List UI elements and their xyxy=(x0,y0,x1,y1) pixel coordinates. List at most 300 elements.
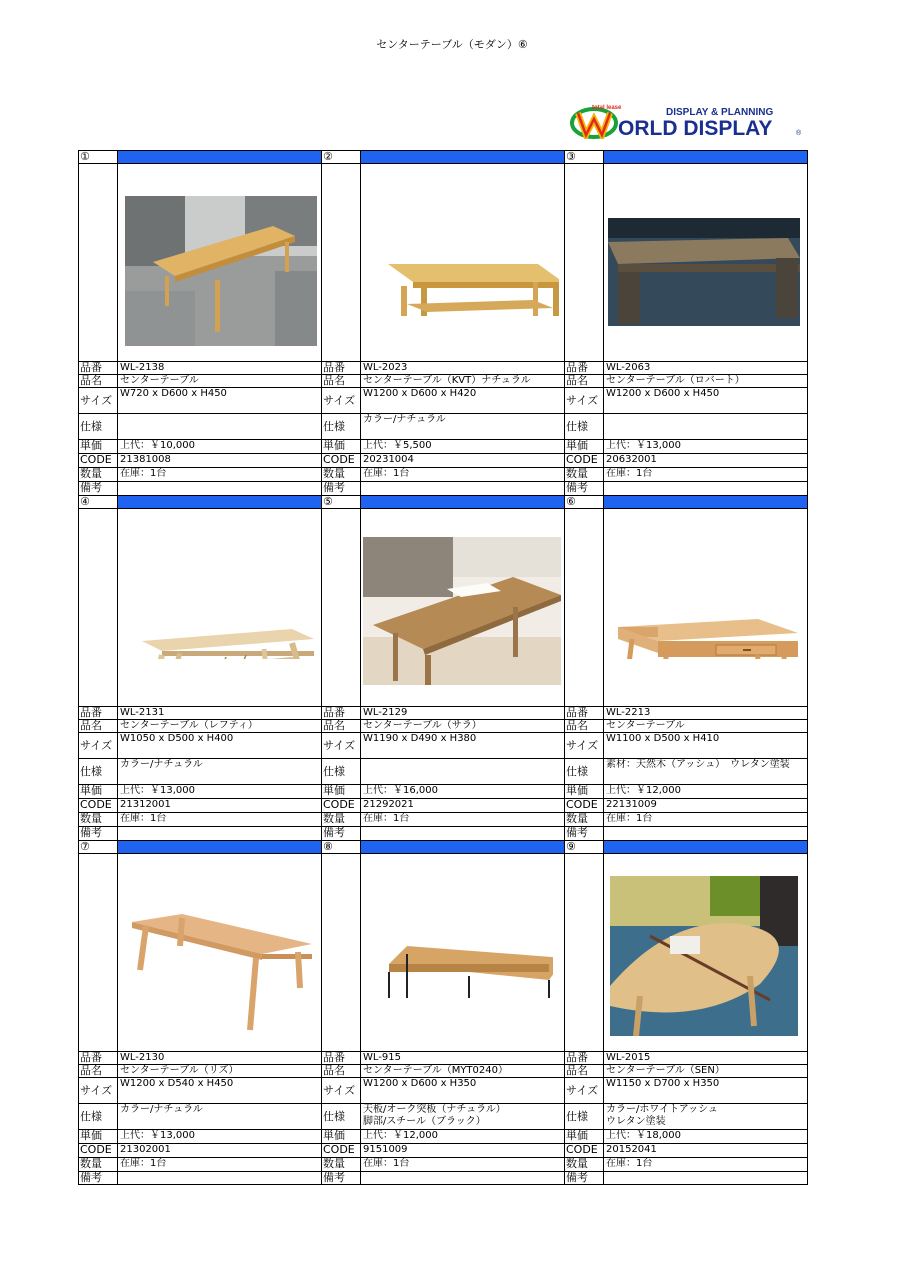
row-hinmei xyxy=(564,719,808,732)
label-hinban: 品番 xyxy=(78,707,118,719)
label-tanka: 単価 xyxy=(564,440,604,453)
value-shiyo xyxy=(118,1104,321,1129)
product-photo xyxy=(125,196,317,346)
row-img xyxy=(78,163,321,361)
row-suryo xyxy=(78,812,321,826)
product-card xyxy=(564,150,808,495)
value-hinmei: センターテーブル（MYT0240） xyxy=(363,1065,508,1076)
row-code xyxy=(78,798,321,812)
value-tanka: 上代：￥13,000 xyxy=(606,440,681,451)
value-hinban: WL-915 xyxy=(363,1052,401,1063)
image-label-cell xyxy=(321,164,361,361)
value-suryo: 在庫：1台 xyxy=(606,1158,653,1169)
value-shiyo xyxy=(361,1104,564,1129)
value-shiyo xyxy=(361,759,564,784)
label-size: サイズ xyxy=(321,1078,361,1103)
shiyo-line-1: カラー/ナチュラル xyxy=(363,414,446,425)
value-hinmei: センターテーブル xyxy=(606,720,685,731)
value-hinban: WL-2129 xyxy=(363,707,408,718)
row-size xyxy=(78,1077,321,1103)
row-size xyxy=(321,732,564,758)
row-biko xyxy=(564,1171,808,1185)
row-size xyxy=(78,732,321,758)
row-suryo xyxy=(564,812,808,826)
label-suryo: 数量 xyxy=(78,1158,118,1171)
row-img xyxy=(78,853,321,1051)
product-photo xyxy=(373,226,559,316)
value-hinmei: センターテーブル（リズ） xyxy=(120,1065,239,1076)
header-bar xyxy=(118,151,321,163)
row-shiyo xyxy=(78,413,321,439)
value-hinmei: センターテーブル（ロバート） xyxy=(606,375,745,386)
label-shiyo: 仕様 xyxy=(78,759,118,784)
label-hinban: 品番 xyxy=(78,1052,118,1064)
row-hinmei xyxy=(78,719,321,732)
row-hinmei xyxy=(78,1064,321,1077)
row-tanka xyxy=(78,1129,321,1143)
row-code xyxy=(78,453,321,467)
product-photo xyxy=(122,569,314,659)
row-suryo xyxy=(321,1157,564,1171)
logo-main-text: ORLD DISPLAY xyxy=(618,117,773,139)
label-code: CODE xyxy=(78,454,118,467)
header-bar xyxy=(118,841,321,853)
row-suryo xyxy=(564,467,808,481)
value-size: W1200 x D540 x H450 xyxy=(120,1078,234,1089)
value-biko xyxy=(604,1172,808,1185)
value-hinban: WL-2063 xyxy=(606,362,651,373)
item-number: ② xyxy=(321,151,361,163)
label-suryo: 数量 xyxy=(78,468,118,481)
value-biko xyxy=(118,1172,321,1185)
shiyo-line-1: カラー/ホワイトアッシュ xyxy=(606,1104,718,1115)
row-head xyxy=(78,840,321,853)
product-card xyxy=(321,495,564,840)
label-tanka: 単価 xyxy=(78,440,118,453)
image-label-cell xyxy=(78,164,118,361)
image-label-cell xyxy=(564,854,604,1051)
value-size: W1200 x D600 x H450 xyxy=(606,388,720,399)
product-grid xyxy=(78,150,808,1185)
row-size xyxy=(321,1077,564,1103)
label-hinban: 品番 xyxy=(564,362,604,374)
value-biko xyxy=(118,827,321,840)
header-bar xyxy=(604,496,808,508)
value-code: 20632001 xyxy=(606,454,657,465)
value-hinmei: センターテーブル（レフティ） xyxy=(120,720,258,731)
value-hinban: WL-2130 xyxy=(120,1052,165,1063)
row-size xyxy=(564,732,808,758)
value-code: 22131009 xyxy=(606,799,657,810)
value-size: W1050 x D500 x H400 xyxy=(120,733,234,744)
value-size: W720 x D600 x H450 xyxy=(120,388,227,399)
value-suryo: 在庫：1台 xyxy=(120,813,167,824)
row-biko xyxy=(564,481,808,495)
row-shiyo xyxy=(321,413,564,439)
value-suryo: 在庫：1台 xyxy=(363,1158,410,1169)
product-image-cell xyxy=(604,164,808,361)
value-tanka: 上代：￥13,000 xyxy=(120,785,195,796)
label-tanka: 単価 xyxy=(78,785,118,798)
product-image-cell xyxy=(361,164,564,361)
row-head xyxy=(78,150,321,163)
image-label-cell xyxy=(564,509,604,706)
row-code xyxy=(78,1143,321,1157)
shiyo-line-1: 素材：天然木（アッシュ） ウレタン塗装 xyxy=(606,759,790,770)
value-code: 21381008 xyxy=(120,454,171,465)
label-hinmei: 品名 xyxy=(321,375,361,387)
row-size xyxy=(321,387,564,413)
label-biko: 備考 xyxy=(321,1172,361,1185)
row-img xyxy=(321,853,564,1051)
row-img xyxy=(321,163,564,361)
shiyo-line-1: カラー/ナチュラル xyxy=(120,759,203,770)
product-photo xyxy=(373,908,553,998)
label-hinmei: 品名 xyxy=(564,375,604,387)
logo-top-text: DISPLAY & PLANNING xyxy=(666,107,774,118)
row-tanka xyxy=(78,784,321,798)
item-number: ③ xyxy=(564,151,604,163)
value-tanka: 上代：￥10,000 xyxy=(120,440,195,451)
item-number: ⑧ xyxy=(321,841,361,853)
shiyo-line-1: カラー/ナチュラル xyxy=(120,1104,203,1115)
label-shiyo: 仕様 xyxy=(564,759,604,784)
row-head xyxy=(564,840,808,853)
label-code: CODE xyxy=(564,454,604,467)
row-hinmei xyxy=(321,719,564,732)
row-suryo xyxy=(78,467,321,481)
product-photo xyxy=(363,537,561,685)
row-hinmei xyxy=(564,374,808,387)
value-code: 20152041 xyxy=(606,1144,657,1155)
label-shiyo: 仕様 xyxy=(564,1104,604,1129)
item-number: ⑤ xyxy=(321,496,361,508)
label-hinban: 品番 xyxy=(321,707,361,719)
value-code: 21302001 xyxy=(120,1144,171,1155)
label-size: サイズ xyxy=(321,733,361,758)
label-suryo: 数量 xyxy=(78,813,118,826)
row-code xyxy=(564,1143,808,1157)
logo-small-text: total lease xyxy=(592,105,622,111)
row-biko xyxy=(321,826,564,840)
shiyo-line-2: ウレタン塗装 xyxy=(606,1116,666,1127)
value-suryo: 在庫：1台 xyxy=(606,813,653,824)
shiyo-line-1: 天板/オーク突板（ナチュラル） xyxy=(363,1104,506,1115)
world-display-logo xyxy=(570,103,806,139)
label-hinmei: 品名 xyxy=(564,1065,604,1077)
value-shiyo xyxy=(118,759,321,784)
logo-mark: ® xyxy=(796,130,802,137)
value-code: 21292021 xyxy=(363,799,414,810)
row-biko xyxy=(321,1171,564,1185)
product-image-cell xyxy=(361,509,564,706)
value-code: 20231004 xyxy=(363,454,414,465)
header-bar xyxy=(604,841,808,853)
row-img xyxy=(564,508,808,706)
label-code: CODE xyxy=(564,1144,604,1157)
product-card xyxy=(564,840,808,1185)
value-shiyo xyxy=(118,414,321,439)
value-biko xyxy=(361,827,564,840)
row-shiyo xyxy=(321,758,564,784)
row-biko xyxy=(78,826,321,840)
label-suryo: 数量 xyxy=(564,1158,604,1171)
value-biko xyxy=(361,482,564,495)
image-label-cell xyxy=(78,854,118,1051)
label-code: CODE xyxy=(321,454,361,467)
label-hinban: 品番 xyxy=(78,362,118,374)
label-shiyo: 仕様 xyxy=(321,759,361,784)
label-tanka: 単価 xyxy=(564,1130,604,1143)
value-hinmei: センターテーブル xyxy=(120,375,199,386)
product-block xyxy=(78,150,808,495)
row-img xyxy=(78,508,321,706)
product-image-cell xyxy=(361,854,564,1051)
value-hinmei: センターテーブル（KVT）ナチュラル xyxy=(363,375,531,386)
label-hinmei: 品名 xyxy=(78,720,118,732)
value-hinban: WL-2015 xyxy=(606,1052,651,1063)
row-size xyxy=(564,1077,808,1103)
value-tanka: 上代：￥5,500 xyxy=(363,440,432,451)
row-code xyxy=(564,453,808,467)
row-head xyxy=(321,495,564,508)
label-size: サイズ xyxy=(321,388,361,413)
value-size: W1200 x D600 x H420 xyxy=(363,388,477,399)
label-tanka: 単価 xyxy=(321,1130,361,1143)
label-shiyo: 仕様 xyxy=(564,414,604,439)
label-hinban: 品番 xyxy=(564,707,604,719)
row-hinban xyxy=(78,706,321,719)
image-label-cell xyxy=(78,509,118,706)
row-head xyxy=(78,495,321,508)
row-hinmei xyxy=(321,374,564,387)
row-shiyo xyxy=(78,758,321,784)
row-hinban xyxy=(564,1051,808,1064)
row-suryo xyxy=(564,1157,808,1171)
row-tanka xyxy=(564,1129,808,1143)
product-photo xyxy=(122,888,314,1038)
row-code xyxy=(321,1143,564,1157)
value-hinban: WL-2023 xyxy=(363,362,408,373)
row-hinban xyxy=(321,361,564,374)
value-biko xyxy=(361,1172,564,1185)
value-size: W1150 x D700 x H350 xyxy=(606,1078,720,1089)
label-suryo: 数量 xyxy=(321,813,361,826)
row-tanka xyxy=(321,784,564,798)
row-hinban xyxy=(78,1051,321,1064)
label-biko: 備考 xyxy=(564,482,604,495)
value-suryo: 在庫：1台 xyxy=(120,468,167,479)
row-hinmei xyxy=(564,1064,808,1077)
product-photo xyxy=(608,218,800,326)
label-biko: 備考 xyxy=(78,1172,118,1185)
product-card xyxy=(78,495,321,840)
row-biko xyxy=(78,481,321,495)
value-suryo: 在庫：1台 xyxy=(363,813,410,824)
row-hinban xyxy=(321,1051,564,1064)
value-shiyo xyxy=(604,759,808,784)
row-head xyxy=(321,840,564,853)
product-image-cell xyxy=(118,164,321,361)
row-code xyxy=(564,798,808,812)
product-block xyxy=(78,495,808,840)
label-tanka: 単価 xyxy=(78,1130,118,1143)
item-number: ④ xyxy=(78,496,118,508)
image-label-cell xyxy=(321,509,361,706)
header-bar xyxy=(361,496,564,508)
label-hinmei: 品名 xyxy=(78,375,118,387)
value-biko xyxy=(604,827,808,840)
value-hinban: WL-2131 xyxy=(120,707,165,718)
row-tanka xyxy=(321,439,564,453)
label-suryo: 数量 xyxy=(321,468,361,481)
label-biko: 備考 xyxy=(564,827,604,840)
image-label-cell xyxy=(564,164,604,361)
header-bar xyxy=(361,151,564,163)
product-image-cell xyxy=(604,509,808,706)
row-shiyo xyxy=(564,413,808,439)
value-tanka: 上代：￥16,000 xyxy=(363,785,438,796)
row-size xyxy=(564,387,808,413)
row-img xyxy=(564,163,808,361)
label-code: CODE xyxy=(78,1144,118,1157)
product-card xyxy=(321,150,564,495)
label-hinban: 品番 xyxy=(321,1052,361,1064)
product-image-cell xyxy=(118,509,321,706)
row-head xyxy=(321,150,564,163)
product-card xyxy=(78,840,321,1185)
product-photo xyxy=(610,876,798,1036)
row-tanka xyxy=(78,439,321,453)
shiyo-line-2: 脚部/スチール（ブラック） xyxy=(363,1116,486,1127)
header-bar xyxy=(361,841,564,853)
label-hinban: 品番 xyxy=(321,362,361,374)
row-hinmei xyxy=(78,374,321,387)
row-img xyxy=(564,853,808,1051)
value-suryo: 在庫：1台 xyxy=(363,468,410,479)
row-shiyo xyxy=(321,1103,564,1129)
row-shiyo xyxy=(564,758,808,784)
product-card xyxy=(78,150,321,495)
label-biko: 備考 xyxy=(78,827,118,840)
value-hinban: WL-2138 xyxy=(120,362,165,373)
row-code xyxy=(321,453,564,467)
row-code xyxy=(321,798,564,812)
value-size: W1200 x D600 x H350 xyxy=(363,1078,477,1089)
row-hinban xyxy=(78,361,321,374)
row-biko xyxy=(78,1171,321,1185)
product-card xyxy=(321,840,564,1185)
product-image-cell xyxy=(604,854,808,1051)
value-tanka: 上代：￥18,000 xyxy=(606,1130,681,1141)
label-suryo: 数量 xyxy=(321,1158,361,1171)
label-size: サイズ xyxy=(78,388,118,413)
label-shiyo: 仕様 xyxy=(78,1104,118,1129)
row-head xyxy=(564,150,808,163)
row-shiyo xyxy=(78,1103,321,1129)
row-hinmei xyxy=(321,1064,564,1077)
product-block xyxy=(78,840,808,1185)
value-biko xyxy=(118,482,321,495)
label-suryo: 数量 xyxy=(564,468,604,481)
row-tanka xyxy=(321,1129,564,1143)
value-code: 21312001 xyxy=(120,799,171,810)
product-image-cell xyxy=(118,854,321,1051)
row-suryo xyxy=(321,467,564,481)
row-img xyxy=(321,508,564,706)
value-hinban: WL-2213 xyxy=(606,707,651,718)
label-biko: 備考 xyxy=(78,482,118,495)
label-size: サイズ xyxy=(564,733,604,758)
label-code: CODE xyxy=(78,799,118,812)
row-hinban xyxy=(564,706,808,719)
value-size: W1190 x D490 x H380 xyxy=(363,733,477,744)
row-hinban xyxy=(564,361,808,374)
label-code: CODE xyxy=(564,799,604,812)
value-code: 9151009 xyxy=(363,1144,408,1155)
label-size: サイズ xyxy=(78,1078,118,1103)
row-suryo xyxy=(321,812,564,826)
label-biko: 備考 xyxy=(321,827,361,840)
row-hinban xyxy=(321,706,564,719)
value-size: W1100 x D500 x H410 xyxy=(606,733,720,744)
value-tanka: 上代：￥13,000 xyxy=(120,1130,195,1141)
value-suryo: 在庫：1台 xyxy=(120,1158,167,1169)
item-number: ⑦ xyxy=(78,841,118,853)
label-tanka: 単価 xyxy=(321,785,361,798)
label-hinban: 品番 xyxy=(564,1052,604,1064)
row-head xyxy=(564,495,808,508)
product-photo xyxy=(608,569,800,659)
row-suryo xyxy=(78,1157,321,1171)
image-label-cell xyxy=(321,854,361,1051)
label-size: サイズ xyxy=(564,388,604,413)
row-biko xyxy=(321,481,564,495)
value-shiyo xyxy=(604,1104,808,1129)
label-biko: 備考 xyxy=(321,482,361,495)
value-shiyo xyxy=(604,414,808,439)
value-hinmei: センターテーブル（SEN） xyxy=(606,1065,725,1076)
value-biko xyxy=(604,482,808,495)
label-size: サイズ xyxy=(78,733,118,758)
value-hinmei: センターテーブル（サラ） xyxy=(363,720,482,731)
page-title: センターテーブル（モダン）⑥ xyxy=(376,38,528,51)
label-biko: 備考 xyxy=(564,1172,604,1185)
header-bar xyxy=(604,151,808,163)
row-shiyo xyxy=(564,1103,808,1129)
label-size: サイズ xyxy=(564,1078,604,1103)
label-hinmei: 品名 xyxy=(564,720,604,732)
row-tanka xyxy=(564,784,808,798)
label-hinmei: 品名 xyxy=(321,720,361,732)
value-suryo: 在庫：1台 xyxy=(606,468,653,479)
label-shiyo: 仕様 xyxy=(321,414,361,439)
label-shiyo: 仕様 xyxy=(78,414,118,439)
header-bar xyxy=(118,496,321,508)
label-tanka: 単価 xyxy=(564,785,604,798)
value-shiyo xyxy=(361,414,564,439)
row-size xyxy=(78,387,321,413)
label-code: CODE xyxy=(321,799,361,812)
item-number: ⑨ xyxy=(564,841,604,853)
label-hinmei: 品名 xyxy=(321,1065,361,1077)
product-card xyxy=(564,495,808,840)
value-tanka: 上代：￥12,000 xyxy=(363,1130,438,1141)
label-code: CODE xyxy=(321,1144,361,1157)
label-tanka: 単価 xyxy=(321,440,361,453)
row-biko xyxy=(564,826,808,840)
item-number: ① xyxy=(78,151,118,163)
